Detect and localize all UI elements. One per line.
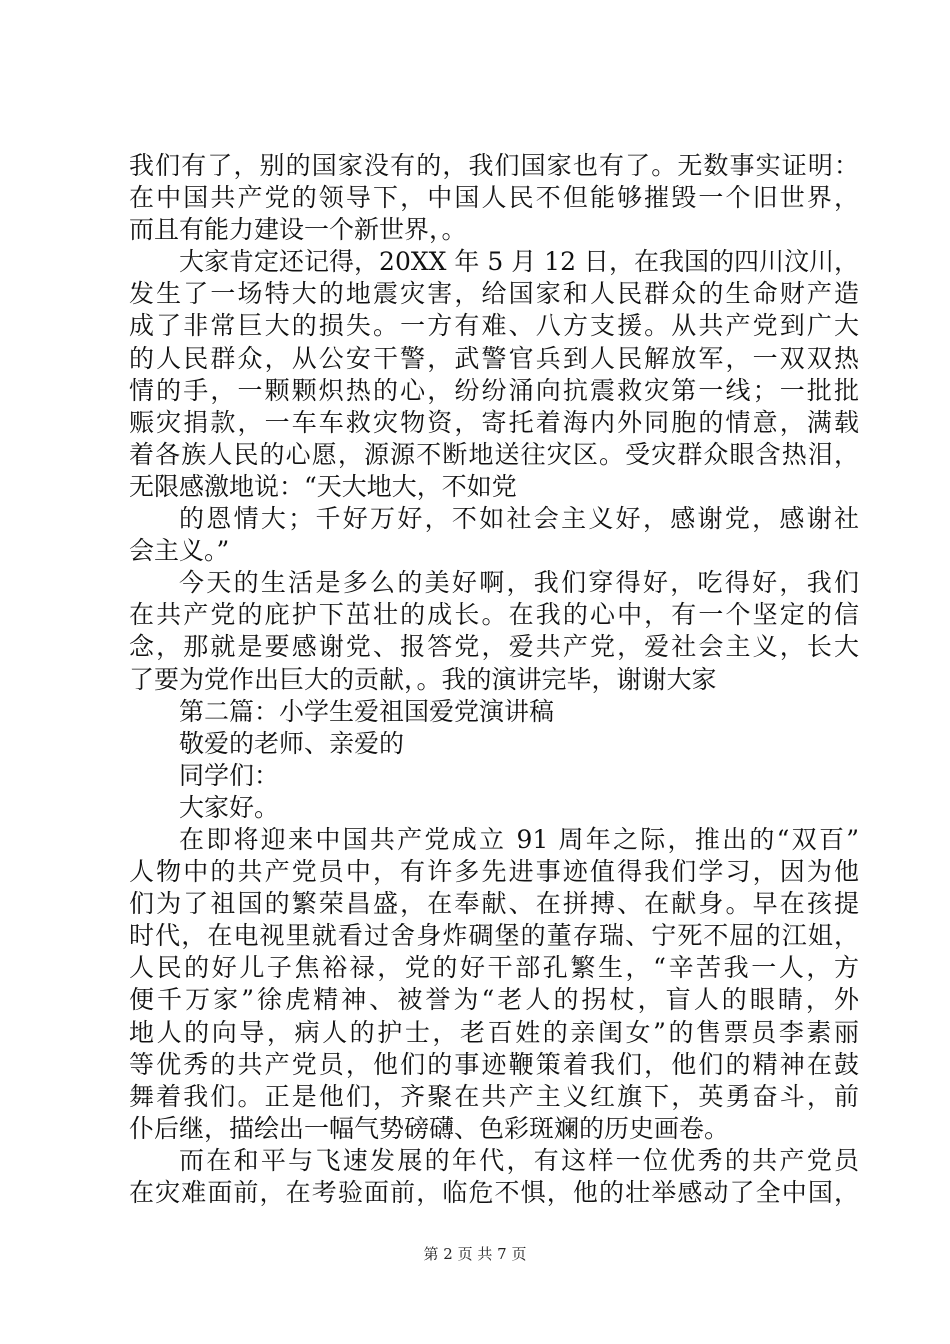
text-line: 在即将迎来中国共产党成立 91 周年之际，推出的“双百”	[179, 824, 859, 854]
text-line: 时代，在电视里就看过舍身炸碉堡的董存瑞、宁死不屈的江姐，	[129, 921, 859, 951]
text-line: 着各族人民的心愿，源源不断地送往灾区。受灾群众眼含热泪，	[129, 439, 859, 469]
text-line: 仆后继，描绘出一幅气势磅礴、色彩斑斓的历史画卷。	[129, 1113, 730, 1143]
page-footer: 第 2 页 共 7 页	[423, 1245, 527, 1263]
text-line: 今天的生活是多么的美好啊，我们穿得好，吃得好，我们	[179, 568, 859, 598]
text-line: 地人的向导，病人的护士，老百姓的亲闺女”的售票员李素丽	[129, 1017, 859, 1047]
text-line: 会主义。”	[129, 536, 230, 566]
body-text	[129, 150, 859, 1209]
text-line: 们为了祖国的繁荣昌盛，在奉献、在拼搏、在献身。早在孩提	[129, 889, 859, 919]
text-line: 舞着我们。正是他们，齐聚在共产主义红旗下，英勇奋斗，前	[129, 1081, 859, 1111]
text-line: 在灾难面前，在考验面前，临危不惧，他的壮举感动了全中国，	[129, 1178, 859, 1207]
text-line: 念，那就是要感谢党、报答党，爱共产党，爱社会主义，长大	[129, 632, 859, 662]
text-line: 成了非常巨大的损失。一方有难、八方支援。从共产党到广大	[129, 311, 859, 341]
text-line: 等优秀的共产党员，他们的事迹鞭策着我们，他们的精神在鼓	[129, 1049, 859, 1079]
text-line: 大家肯定还记得，20XX 年 5 月 12 日，在我国的四川汶川，	[179, 247, 859, 277]
text-line: 而且有能力建设一个新世界，。	[129, 215, 467, 245]
text-line: 了要为党作出巨大的贡献，。我的演讲完毕，谢谢大家	[129, 664, 717, 694]
text-line: 的人民群众，从公安干警，武警官兵到人民解放军，一双双热	[129, 343, 859, 373]
text-line: 人民的好儿子焦裕禄，党的好干部孔繁生，“辛苦我一人，方	[129, 953, 859, 983]
text-line: 敬爱的老师、亲爱的	[179, 728, 405, 758]
text-line: 在共产党的庇护下茁壮的成长。在我的心中，有一个坚定的信	[129, 600, 859, 630]
text-line: 发生了一场特大的地震灾害，给国家和人民群众的生命财产造	[129, 279, 859, 309]
text-line: 大家好。	[179, 792, 280, 822]
text-line: 无限感激地说：“天大地大，不如党	[129, 471, 517, 501]
text-line: 在中国共产党的领导下，中国人民不但能够摧毁一个旧世界，	[129, 183, 859, 213]
text-line: 我们有了，别的国家没有的，我们国家也有了。无数事实证明：	[129, 151, 859, 180]
text-line: 第二篇：小学生爱祖国爱党演讲稿	[179, 696, 555, 726]
text-line: 赈灾捐款，一车车救灾物资，寄托着海内外同胞的情意，满载	[129, 407, 859, 437]
text-line: 便千万家”徐虎精神、被誉为“老人的拐杖，盲人的眼睛，外	[129, 985, 859, 1015]
text-line: 而在和平与飞速发展的年代，有这样一位优秀的共产党员	[179, 1145, 859, 1175]
text-line: 人物中的共产党员中，有许多先进事迹值得我们学习，因为他	[129, 857, 859, 887]
text-line: 同学们：	[179, 760, 280, 790]
text-line: 情的手，一颗颗炽热的心，纷纷涌向抗震救灾第一线；一批批	[129, 375, 859, 405]
text-line: 的恩情大；千好万好，不如社会主义好，感谢党，感谢社	[179, 504, 859, 534]
